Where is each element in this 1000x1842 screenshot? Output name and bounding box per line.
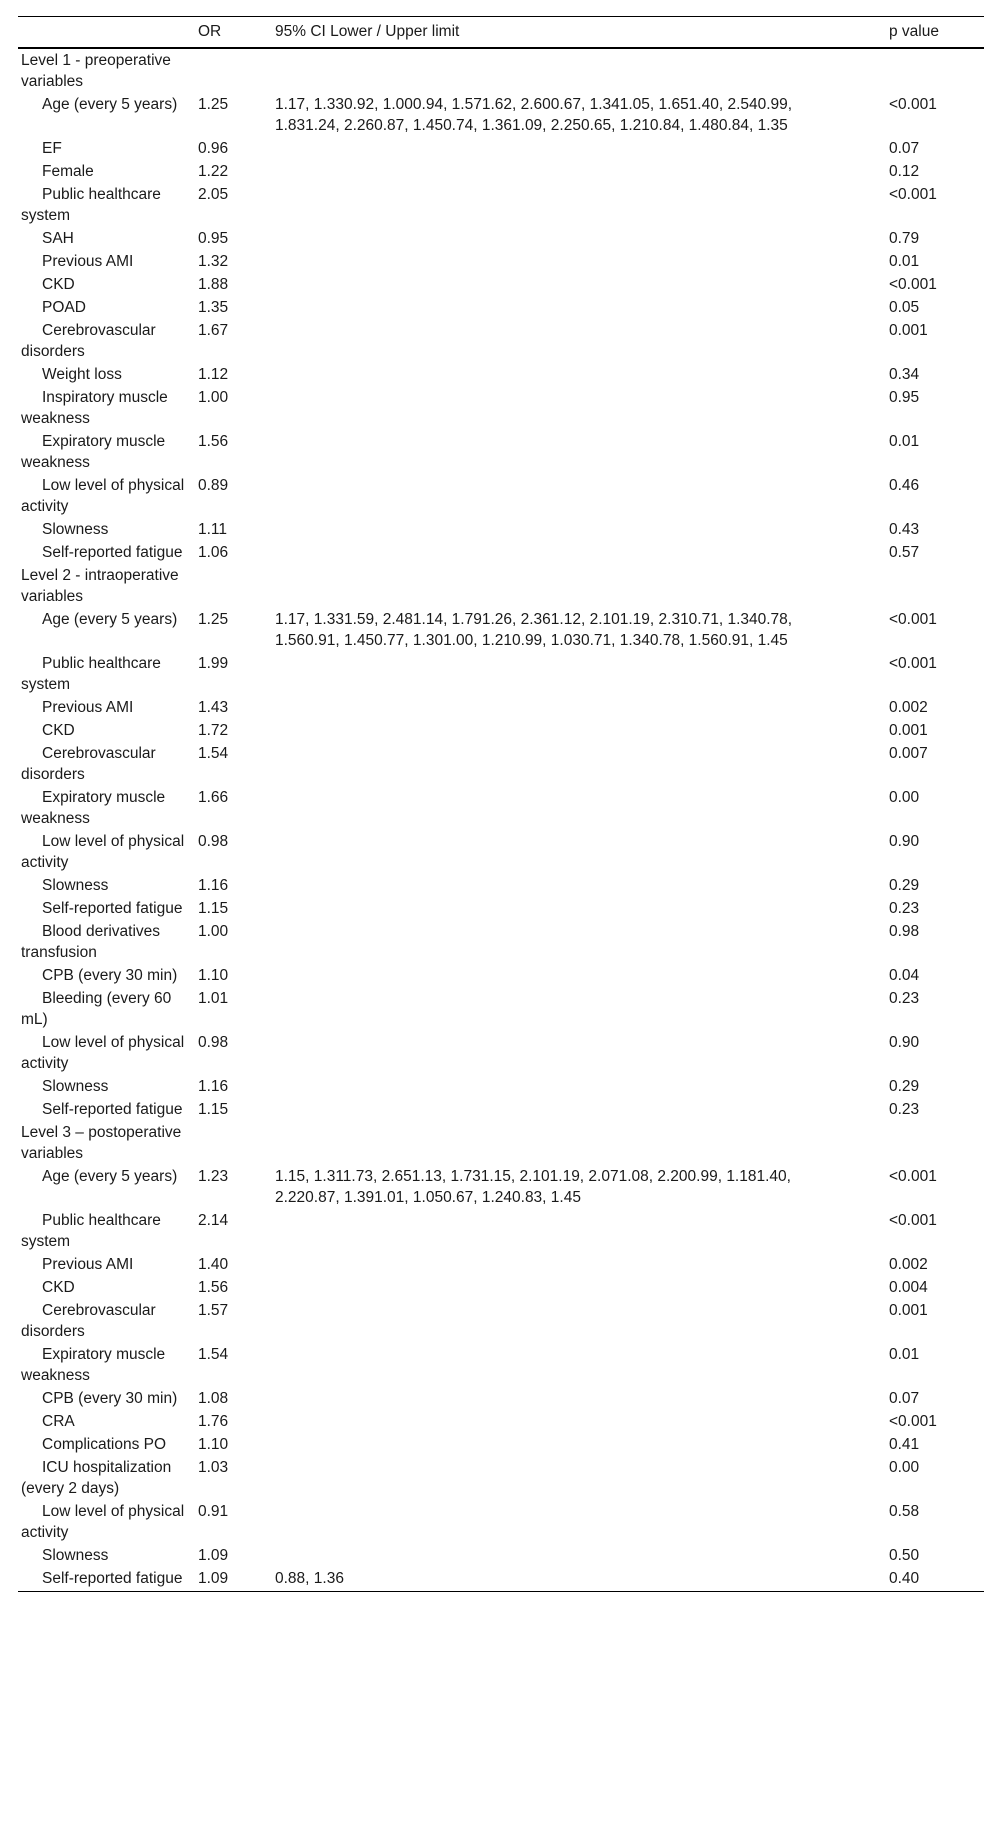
p-value-cell: <0.001 — [889, 276, 937, 293]
ci-cell — [272, 474, 886, 518]
p-value-cell: 0.40 — [886, 1567, 984, 1592]
variable-label: CKD — [42, 1279, 75, 1296]
variable-label: Previous AMI — [42, 253, 134, 270]
variable-cell — [18, 964, 195, 987]
ci-cell — [272, 874, 886, 897]
table-row — [18, 430, 984, 474]
ci-cell — [272, 183, 886, 227]
header-ci: 95% CI Lower / Upper limit — [272, 17, 886, 49]
or-cell: 0.96 — [198, 140, 229, 157]
table-row — [18, 296, 984, 319]
p-value-cell: 0.46 — [889, 477, 920, 494]
variable-label: Self-reported fatigue — [42, 1570, 183, 1587]
variable-label: Previous AMI — [42, 1256, 134, 1273]
p-value-cell: 0.00 — [889, 789, 920, 806]
or-cell: 1.00 — [198, 389, 229, 406]
or-cell: 1.43 — [198, 699, 229, 716]
variable-cell — [18, 830, 195, 874]
variable-cell — [18, 93, 195, 137]
variable-label: Cerebrovascular disorders — [21, 322, 156, 360]
table-row — [18, 786, 984, 830]
or-cell: 1.09 — [195, 1567, 272, 1592]
ci-cell — [272, 1343, 886, 1387]
ci-cell — [272, 518, 886, 541]
p-value-cell: 0.001 — [889, 322, 928, 339]
table-row — [18, 227, 984, 250]
table-row — [18, 608, 984, 652]
variable-label: Self-reported fatigue — [42, 1101, 183, 1118]
p-value-cell: 0.00 — [889, 1459, 920, 1476]
variable-cell — [18, 296, 195, 319]
section-label-cell — [18, 48, 195, 93]
variable-cell — [18, 1544, 195, 1567]
table-row — [18, 363, 984, 386]
ci-cell — [272, 1276, 886, 1299]
table-row — [18, 518, 984, 541]
table-row — [18, 652, 984, 696]
ci-cell — [272, 363, 886, 386]
table-row — [18, 541, 984, 564]
header-row — [18, 17, 984, 49]
p-value-cell: 0.01 — [889, 253, 920, 270]
table-row — [18, 874, 984, 897]
or-cell: 1.00 — [198, 923, 229, 940]
variable-label: CPB (every 30 min) — [42, 967, 178, 984]
p-value-cell: 0.79 — [889, 230, 920, 247]
variable-label: Cerebrovascular disorders — [21, 1302, 156, 1340]
or-cell: 1.08 — [198, 1390, 229, 1407]
variable-cell — [18, 1567, 195, 1592]
or-cell: 1.16 — [198, 1078, 229, 1095]
ci-cell — [272, 719, 886, 742]
variable-cell — [18, 1253, 195, 1276]
variable-label: Low level of physical activity — [21, 833, 185, 871]
or-cell: 0.98 — [198, 833, 229, 850]
ci-cell: 0.88, 1.36 — [272, 1567, 886, 1592]
variable-cell — [18, 987, 195, 1031]
or-cell — [195, 564, 272, 608]
table-row — [18, 1343, 984, 1387]
p-value-cell: 0.50 — [889, 1547, 920, 1564]
p-value-cell: 0.07 — [889, 1390, 920, 1407]
variable-label: Public healthcare system — [21, 1212, 161, 1250]
table-row — [18, 93, 984, 137]
variable-label: CKD — [42, 276, 75, 293]
or-cell: 1.54 — [198, 745, 229, 762]
or-cell: 1.40 — [198, 1256, 229, 1273]
variable-label: Slowness — [42, 877, 109, 894]
variable-label: Slowness — [42, 1547, 109, 1564]
variable-cell — [18, 786, 195, 830]
variable-label: EF — [42, 140, 62, 157]
ci-cell — [272, 1075, 886, 1098]
p-value-cell: 0.004 — [889, 1279, 928, 1296]
p-value-cell: <0.001 — [889, 655, 937, 672]
variable-label: CPB (every 30 min) — [42, 1390, 178, 1407]
variable-label: Inspiratory muscle weakness — [21, 389, 168, 427]
ci-cell: 1.17, 1.330.92, 1.000.94, 1.571.62, 2.600.67, 1.341.05, 1.651.40, 2.540.99, 1.831.24, 2.260.87, 1.450.74, 1.361.09, 2.250.65, 1.210.84, 1.480.84, 1.35 — [275, 96, 793, 134]
ci-cell: 1.17, 1.331.59, 2.481.14, 1.791.26, 2.361.12, 2.101.19, 2.310.71, 1.340.78, 1.560.91, 1.450.77, 1.301.00, 1.210.99, 1.030.71, 1.340.78, 1.560.91, 1.45 — [275, 611, 793, 649]
variable-label: Low level of physical activity — [21, 1503, 185, 1541]
table-row — [18, 1544, 984, 1567]
table-row — [18, 1433, 984, 1456]
variable-label: Age (every 5 years) — [42, 611, 178, 628]
ci-cell — [272, 1098, 886, 1121]
or-cell: 1.11 — [198, 521, 228, 538]
variable-cell — [18, 430, 195, 474]
ci-cell — [272, 1500, 886, 1544]
variable-cell — [18, 696, 195, 719]
ci-cell — [272, 742, 886, 786]
table-row — [18, 250, 984, 273]
or-cell: 2.14 — [198, 1212, 229, 1229]
p-value-cell: 0.29 — [889, 1078, 920, 1095]
ci-cell — [272, 250, 886, 273]
variable-cell — [18, 920, 195, 964]
variable-cell — [18, 1165, 195, 1209]
or-cell: 1.99 — [198, 655, 229, 672]
ci-cell — [272, 273, 886, 296]
variable-cell — [18, 250, 195, 273]
or-cell: 1.35 — [198, 299, 229, 316]
variable-label: Low level of physical activity — [21, 1034, 185, 1072]
variable-label: CRA — [42, 1413, 75, 1430]
p-value-cell: 0.57 — [889, 544, 920, 561]
or-cell: 1.72 — [198, 722, 229, 739]
table-row — [18, 1410, 984, 1433]
p-value-cell: 0.23 — [889, 1101, 920, 1118]
variable-label: Bleeding (every 60 mL) — [21, 990, 172, 1028]
p-value-cell: 0.23 — [889, 900, 920, 917]
variable-cell — [18, 160, 195, 183]
ci-cell — [272, 1031, 886, 1075]
ci-cell — [272, 564, 886, 608]
p-value-cell: 0.29 — [889, 877, 920, 894]
or-cell: 1.76 — [198, 1413, 229, 1430]
variable-label: SAH — [42, 230, 74, 247]
header-variable — [18, 17, 195, 49]
p-value-cell — [886, 48, 984, 93]
variable-cell — [18, 227, 195, 250]
ci-cell — [272, 920, 886, 964]
variable-label: Weight loss — [42, 366, 122, 383]
table-row — [18, 1075, 984, 1098]
variable-cell — [18, 1387, 195, 1410]
table-row — [18, 696, 984, 719]
variable-cell — [18, 386, 195, 430]
variable-label: Expiratory muscle weakness — [21, 433, 166, 471]
variable-cell — [18, 1456, 195, 1500]
variable-cell — [18, 1098, 195, 1121]
or-cell: 2.05 — [198, 186, 229, 203]
or-cell: 1.09 — [198, 1547, 229, 1564]
p-value-cell: 0.95 — [889, 389, 920, 406]
or-cell — [195, 48, 272, 93]
table-row — [18, 1031, 984, 1075]
p-value-cell: <0.001 — [889, 611, 937, 628]
ci-cell — [272, 1456, 886, 1500]
table-row — [18, 897, 984, 920]
header-p-value: p value — [886, 17, 984, 49]
variable-label: Slowness — [42, 1078, 109, 1095]
or-cell: 1.15 — [198, 900, 229, 917]
table-row — [18, 1500, 984, 1544]
p-value-cell — [886, 1121, 984, 1165]
table-row — [18, 273, 984, 296]
variable-label: Expiratory muscle weakness — [21, 789, 166, 827]
variable-cell — [18, 474, 195, 518]
ci-cell — [272, 319, 886, 363]
variable-cell — [18, 1276, 195, 1299]
or-cell: 1.56 — [198, 433, 229, 450]
variable-cell — [18, 273, 195, 296]
or-cell: 1.23 — [198, 1168, 229, 1185]
table-row — [18, 319, 984, 363]
ci-cell — [272, 386, 886, 430]
variable-label: Previous AMI — [42, 699, 134, 716]
section-label: Level 2 - intraoperative variables — [21, 567, 179, 605]
variable-cell — [18, 742, 195, 786]
variable-label: Age (every 5 years) — [42, 96, 178, 113]
table-row — [18, 1098, 984, 1121]
p-value-cell: 0.01 — [889, 1346, 920, 1363]
p-value-cell: 0.002 — [889, 1256, 928, 1273]
table-row — [18, 987, 984, 1031]
or-cell: 0.95 — [198, 230, 229, 247]
ci-cell — [272, 1387, 886, 1410]
table-row — [18, 1165, 984, 1209]
variable-label: Cerebrovascular disorders — [21, 745, 156, 783]
section-row — [18, 48, 984, 93]
or-cell: 1.16 — [198, 877, 229, 894]
table-row — [18, 386, 984, 430]
table-body — [18, 48, 984, 1592]
table-row — [18, 1253, 984, 1276]
variable-cell — [18, 897, 195, 920]
p-value-cell: <0.001 — [889, 1168, 937, 1185]
ci-cell — [272, 48, 886, 93]
variable-label: Slowness — [42, 521, 109, 538]
table-row — [18, 964, 984, 987]
table-row — [18, 1209, 984, 1253]
ci-cell — [272, 964, 886, 987]
ci-cell — [272, 897, 886, 920]
variable-label: Low level of physical activity — [21, 477, 185, 515]
variable-cell — [18, 1410, 195, 1433]
section-row — [18, 564, 984, 608]
p-value-cell: 0.41 — [889, 1436, 920, 1453]
or-cell: 1.25 — [198, 611, 229, 628]
or-cell: 1.22 — [198, 163, 229, 180]
variable-label: Public healthcare system — [21, 186, 161, 224]
p-value-cell: 0.12 — [889, 163, 920, 180]
p-value-cell: 0.90 — [889, 833, 920, 850]
table-row — [18, 830, 984, 874]
p-value-cell: 0.23 — [889, 990, 920, 1007]
table-row — [18, 137, 984, 160]
table-row — [18, 1299, 984, 1343]
ci-cell — [272, 1433, 886, 1456]
variable-label: Female — [42, 163, 94, 180]
ci-cell: 1.15, 1.311.73, 2.651.13, 1.731.15, 2.101.19, 2.071.08, 2.200.99, 1.181.40, 2.220.87, 1.391.01, 1.050.67, 1.240.83, 1.45 — [275, 1168, 791, 1206]
p-value-cell: <0.001 — [889, 96, 937, 113]
results-table-container — [18, 16, 984, 1592]
or-cell — [195, 1121, 272, 1165]
or-cell: 0.89 — [198, 477, 229, 494]
p-value-cell: 0.34 — [889, 366, 920, 383]
variable-cell — [18, 363, 195, 386]
variable-label: Expiratory muscle weakness — [21, 1346, 166, 1384]
variable-label: Public healthcare system — [21, 655, 161, 693]
variable-label: ICU hospitalization (every 2 days) — [21, 1459, 172, 1497]
ci-cell — [272, 541, 886, 564]
ci-cell — [272, 987, 886, 1031]
or-cell: 1.10 — [198, 967, 229, 984]
variable-cell — [18, 652, 195, 696]
variable-cell — [18, 518, 195, 541]
variable-label: Complications PO — [42, 1436, 167, 1453]
p-value-cell: 0.05 — [889, 299, 920, 316]
table-row — [18, 1567, 984, 1592]
p-value-cell: 0.001 — [889, 1302, 928, 1319]
variable-cell — [18, 541, 195, 564]
ci-cell — [272, 160, 886, 183]
or-cell: 1.01 — [198, 990, 229, 1007]
variable-cell — [18, 1343, 195, 1387]
p-value-cell: <0.001 — [889, 1212, 937, 1229]
ci-cell — [272, 1544, 886, 1567]
table-row — [18, 742, 984, 786]
ci-cell — [272, 1299, 886, 1343]
table-row — [18, 183, 984, 227]
or-cell: 0.98 — [198, 1034, 229, 1051]
variable-cell — [18, 183, 195, 227]
variable-cell — [18, 1209, 195, 1253]
variable-cell — [18, 137, 195, 160]
or-cell: 1.88 — [198, 276, 229, 293]
p-value-cell: 0.01 — [889, 433, 920, 450]
p-value-cell: 0.90 — [889, 1034, 920, 1051]
or-cell: 1.66 — [198, 789, 229, 806]
or-cell: 1.67 — [198, 322, 229, 339]
or-cell: 1.57 — [198, 1302, 229, 1319]
or-cell: 1.15 — [198, 1101, 229, 1118]
ci-cell — [272, 1253, 886, 1276]
section-label-cell — [18, 564, 195, 608]
p-value-cell: 0.002 — [889, 699, 928, 716]
or-cell: 1.54 — [198, 1346, 229, 1363]
variable-cell — [18, 1031, 195, 1075]
ci-cell — [272, 1121, 886, 1165]
or-cell: 1.25 — [198, 96, 229, 113]
ci-cell — [272, 696, 886, 719]
table-row — [18, 1387, 984, 1410]
p-value-cell: <0.001 — [889, 186, 937, 203]
variable-cell — [18, 874, 195, 897]
p-value-cell: 0.001 — [889, 722, 928, 739]
table-row — [18, 1456, 984, 1500]
variable-label: Self-reported fatigue — [42, 544, 183, 561]
p-value-cell: 0.58 — [889, 1503, 920, 1520]
or-cell: 1.12 — [198, 366, 229, 383]
variable-label: CKD — [42, 722, 75, 739]
section-label-cell — [18, 1121, 195, 1165]
ci-cell — [272, 830, 886, 874]
or-cell: 1.06 — [198, 544, 229, 561]
table-row — [18, 160, 984, 183]
variable-cell — [18, 1433, 195, 1456]
section-label: Level 1 - preoperative variables — [21, 52, 171, 90]
ci-cell — [272, 296, 886, 319]
table-header — [18, 17, 984, 49]
table-row — [18, 719, 984, 742]
p-value-cell: <0.001 — [889, 1413, 937, 1430]
p-value-cell: 0.98 — [889, 923, 920, 940]
section-label: Level 3 – postoperative variables — [21, 1124, 182, 1162]
ci-cell — [272, 137, 886, 160]
table-row — [18, 474, 984, 518]
or-cell: 1.32 — [198, 253, 229, 270]
or-cell: 1.03 — [198, 1459, 229, 1476]
ci-cell — [272, 652, 886, 696]
ci-cell — [272, 786, 886, 830]
odds-ratio-table — [18, 16, 984, 1592]
variable-label: Self-reported fatigue — [42, 900, 183, 917]
p-value-cell: 0.04 — [889, 967, 920, 984]
p-value-cell: 0.07 — [889, 140, 920, 157]
p-value-cell: 0.43 — [889, 521, 920, 538]
or-cell: 0.91 — [198, 1503, 229, 1520]
table-row — [18, 1276, 984, 1299]
header-or: OR — [195, 17, 272, 49]
or-cell: 1.56 — [198, 1279, 229, 1296]
p-value-cell — [886, 564, 984, 608]
variable-cell — [18, 719, 195, 742]
variable-cell — [18, 1075, 195, 1098]
section-row — [18, 1121, 984, 1165]
table-row — [18, 920, 984, 964]
or-cell: 1.10 — [198, 1436, 229, 1453]
ci-cell — [272, 1410, 886, 1433]
ci-cell — [272, 1209, 886, 1253]
variable-label: POAD — [42, 299, 86, 316]
variable-cell — [18, 1299, 195, 1343]
variable-cell — [18, 608, 195, 652]
variable-label: Blood derivatives transfusion — [21, 923, 161, 961]
ci-cell — [272, 430, 886, 474]
variable-cell — [18, 1500, 195, 1544]
ci-cell — [272, 227, 886, 250]
variable-cell — [18, 319, 195, 363]
variable-label: Age (every 5 years) — [42, 1168, 178, 1185]
p-value-cell: 0.007 — [889, 745, 928, 762]
